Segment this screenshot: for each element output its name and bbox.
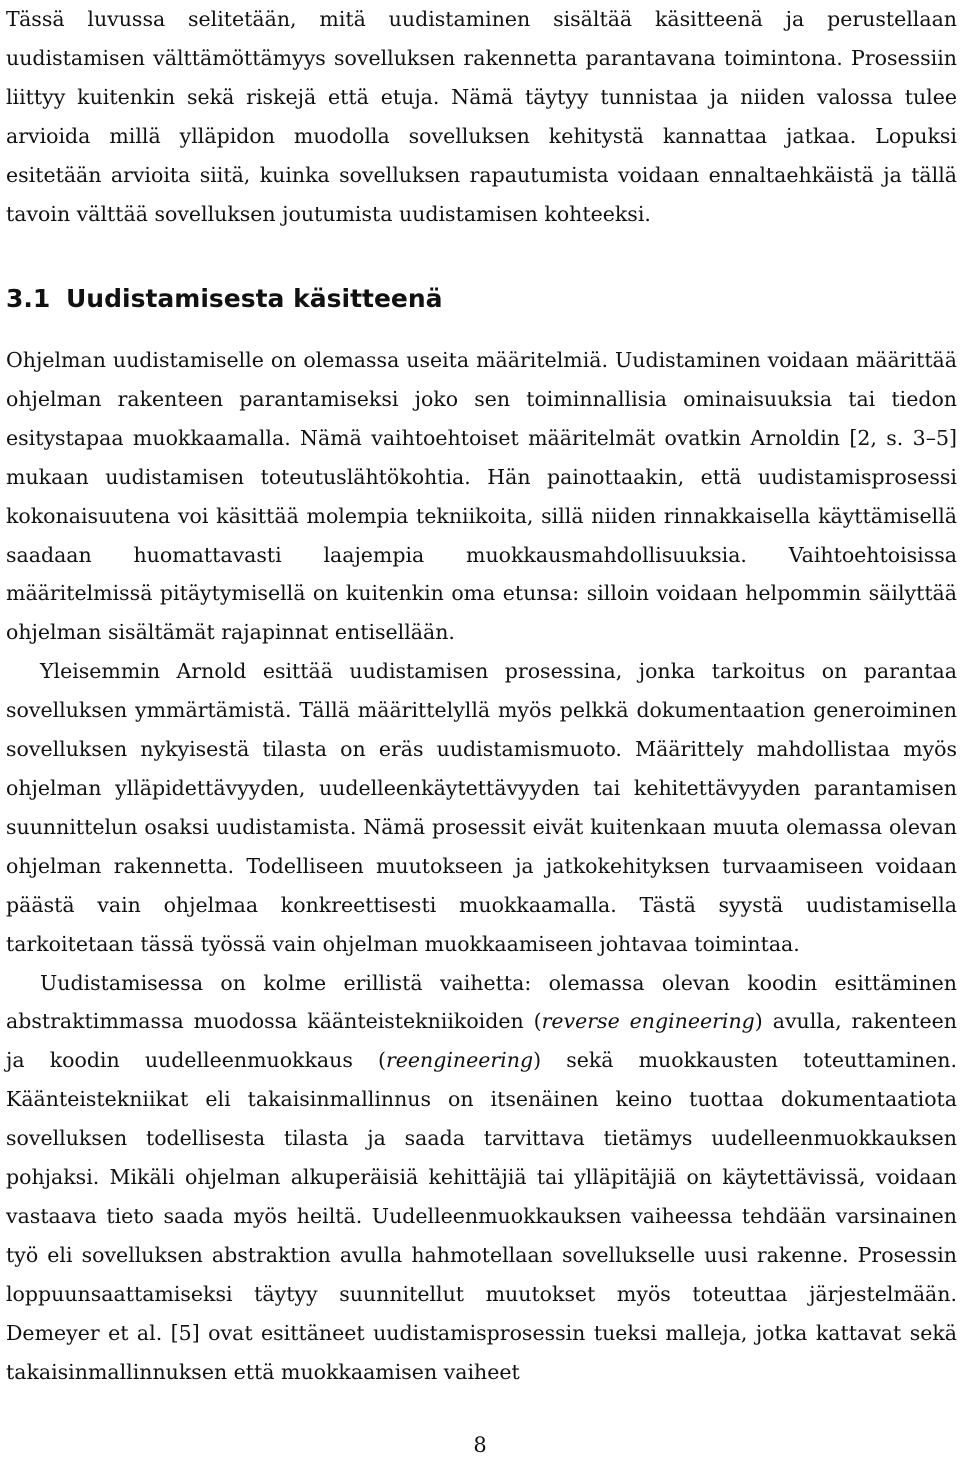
term-reengineering: reengineering <box>385 1048 534 1073</box>
term-reverse-engineering: reverse engineering <box>541 1009 755 1034</box>
section-body <box>6 341 957 1391</box>
section-paragraph-2: Yleisemmin Arnold esittää uudistamisen prosessina, jonka tarkoitus on parantaa sovelluksen ymmärtämistä. Tällä määrittelyllä myös pelkkä dokumentaation generoiminen sovelluksen nykyisestä tilasta on eräs uudistamismuoto. Määrittely mahdollistaa myös ohjelman ylläpidettävyyden, uudelleenkäytettävyyden tai kehitettävyyden parantamisen suunnittelun osaksi uudistamista. Nämä prosessit eivät kuitenkaan muuta olemassa olevan ohjelman rakennetta. Todelliseen muutokseen ja jatkokehityksen turvaamiseen voidaan päästä vain ohjelmaa konkreettisesti muokkaamalla. Tästä syystä uudistamisella tarkoitetaan tässä työssä vain ohjelman muokkaamiseen johtavaa toimintaa. <box>6 659 957 956</box>
intro-section <box>6 0 957 233</box>
section-number: 3.1 <box>6 284 51 313</box>
paragraph-3-text-b: ) avulla, rakenteen ja koodin uudelleenmuokkaus ( <box>6 1009 957 1073</box>
page-number: 8 <box>473 1433 487 1457</box>
paragraph-3-text-c: ) sekä muokkausten toteuttaminen. Käänteistekniikat eli takaisinmallinnus on itsenäinen keino tuottaa dokumentaatiota sovelluksen todellisesta tilasta ja saada tarvittava tietämys uudelleenmuokkauksen pohjaksi. Mikäli ohjelman alkuperäisiä kehittäjiä tai ylläpitäjiä on käytettävissä, voidaan vastaava tieto saada myös heiltä. Uudelleenmuokkauksen vaiheessa tehdään varsinainen työ eli sovelluksen abstraktion avulla hahmotellaan sovellukselle uusi rakenne. Prosessin loppuunsaattamiseksi täytyy suunnitellut muutokset myös toteuttaa järjestelmään. Demeyer et al. [5] ovat esittäneet uudistamisprosessin tueksi malleja, jotka kattavat sekä takaisinmallinnuksen että muokkaamisen vaiheet <box>6 1048 957 1384</box>
intro-paragraph: Tässä luvussa selitetään, mitä uudistaminen sisältää käsitteenä ja perustellaan uudistamisen välttämöttämyys sovelluksen rakennetta parantavana toimintona. Prosessiin liittyy kuitenkin sekä riskejä että etuja. Nämä täytyy tunnistaa ja niiden valossa tulee arvioida millä ylläpidon muodolla sovelluksen kehitystä kannattaa jatkaa. Lopuksi esitetään arvioita siitä, kuinka sovelluksen rapautumista voidaan ennaltaehkäistä ja tällä tavoin välttää sovelluksen joutumista uudistamisen kohteeksi. <box>6 7 957 226</box>
section-paragraph-1: Ohjelman uudistamiselle on olemassa useita määritelmiä. Uudistaminen voidaan määrittää ohjelman rakenteen parantamiseksi joko sen toiminnallisia ominaisuuksia tai tiedon esitystapaa muokkaamalla. Nämä vaihtoehtoiset määritelmät ovatkin Arnoldin [2, s. 3–5] mukaan uudistamisen toteutuslähtökohtia. Hän painottaakin, että uudistamisprosessi kokonaisuutena voi käsittää molempia tekniikoita, sillä niiden rinnakkaisella käyttämisellä saadaan huomattavasti laajempia muokkausmahdollisuuksia. Vaihtoehtoisissa määritelmissä pitäytymisellä on kuitenkin oma etunsa: silloin voidaan helpommin säilyttää ohjelman sisältämät rajapinnat entisellään. <box>6 348 957 645</box>
section-paragraph-3 <box>6 964 957 1392</box>
section-heading <box>6 284 443 314</box>
paragraph-3-text-a: Uudistamisessa on kolme erillistä vaihetta: olemassa olevan koodin esittäminen abstraktimmassa muodossa käänteistekniikoiden ( <box>6 970 957 1034</box>
section-title: Uudistamisesta käsitteenä <box>66 284 443 313</box>
